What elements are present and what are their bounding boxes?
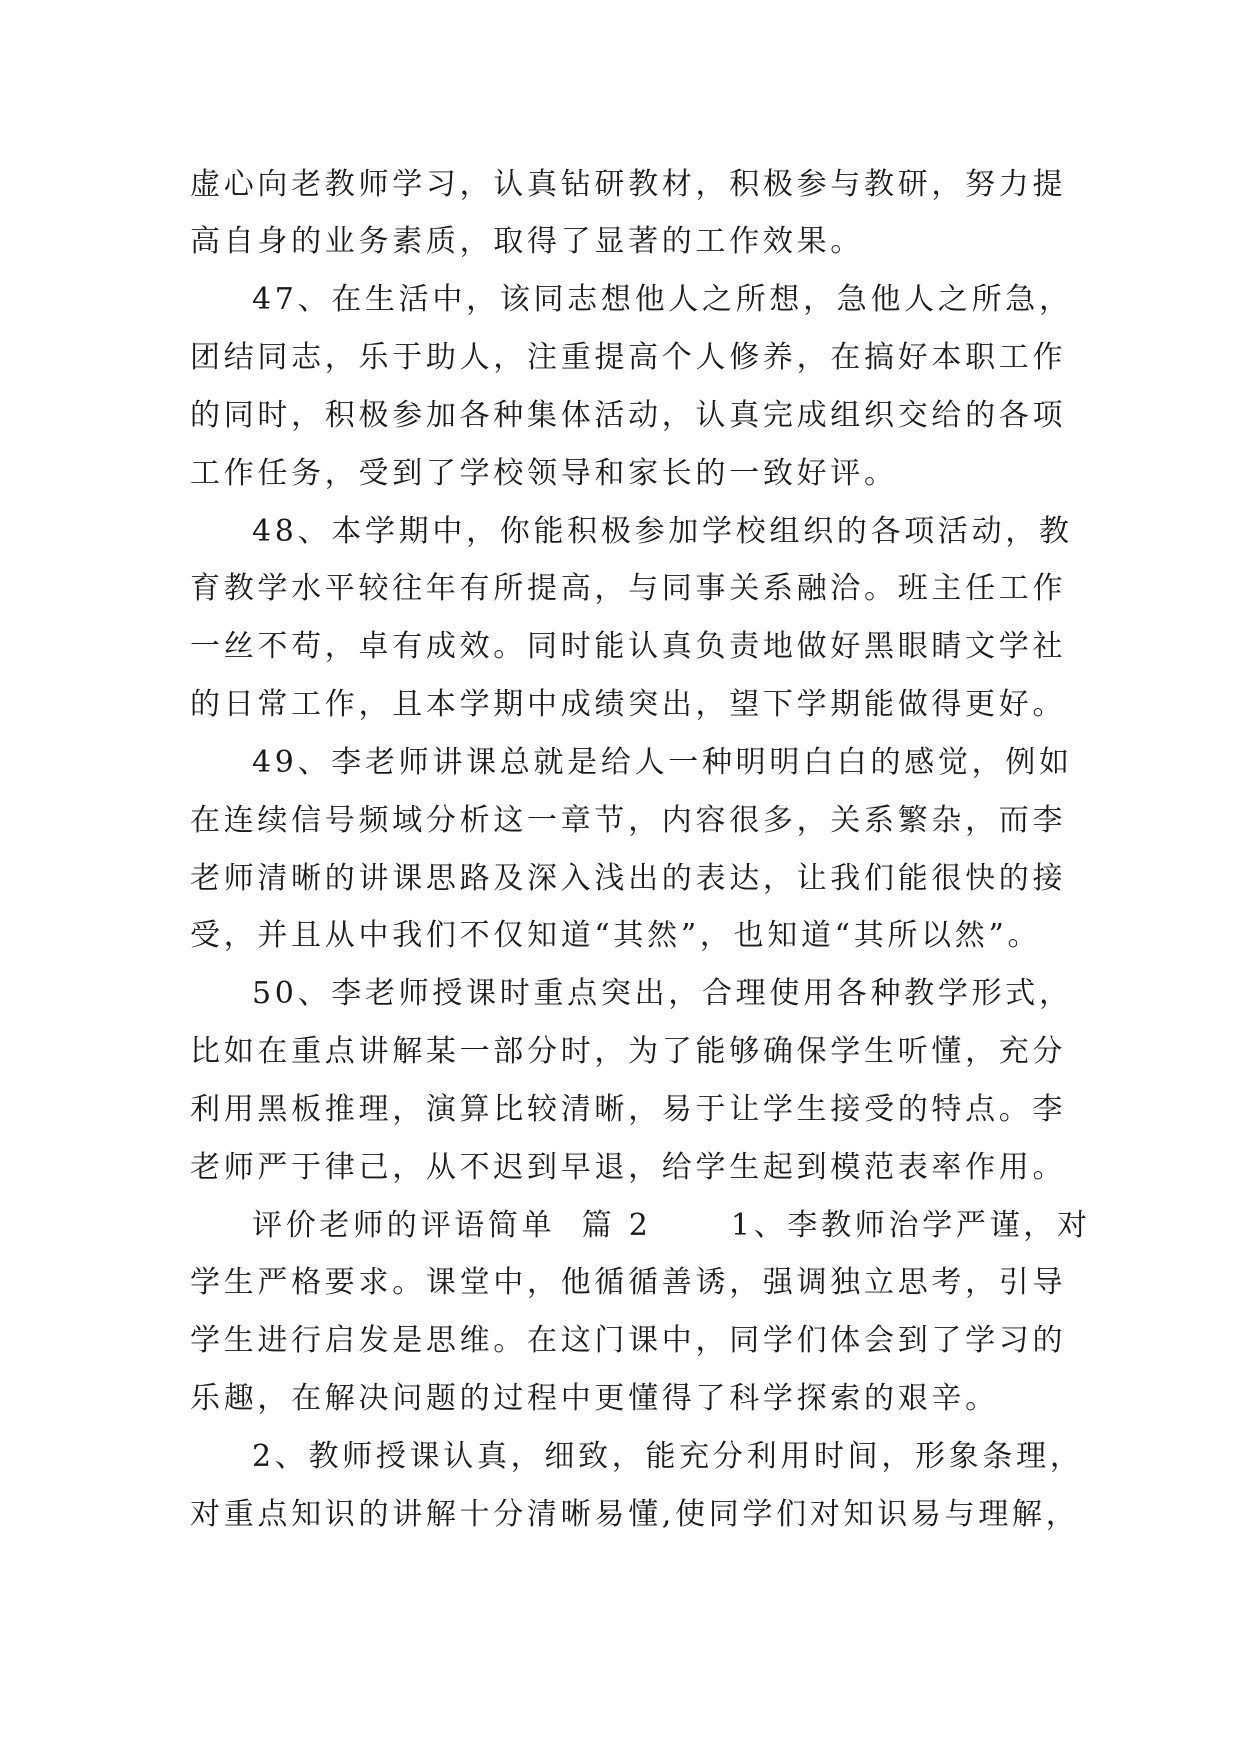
text-line: 学生进行启发是思维。在这门课中，同学们体会到了学习的	[190, 1323, 1067, 1358]
text-line: 团结同志，乐于助人，注重提高个人修养，在搞好本职工作	[190, 340, 1067, 375]
section-heading-line: 评价老师的评语简单 篇 2 1、李教师治学严谨，对	[252, 1208, 1091, 1243]
paragraph-49-start: 49、李老师讲课总就是给人一种明明白白的感觉，例如	[252, 745, 1073, 780]
text-line: 老师清晰的讲课思路及深入浅出的表达，让我们能很快的接	[190, 861, 1067, 896]
text-line: 高自身的业务素质，取得了显著的工作效果。	[190, 224, 864, 259]
text-line: 利用黑板推理，演算比较清晰，易于让学生接受的特点。李	[190, 1092, 1067, 1127]
text-line: 虚心向老教师学习，认真钻研教材，积极参与教研，努力提	[190, 167, 1067, 202]
text-line: 的日常工作，且本学期中成绩突出，望下学期能做得更好。	[190, 687, 1067, 722]
text-line: 育教学水平较往年有所提高，与同事关系融洽。班主任工作	[190, 571, 1067, 606]
text-line: 工作任务，受到了学校领导和家长的一致好评。	[190, 456, 898, 491]
text-line: 比如在重点讲解某一部分时，为了能够确保学生听懂，充分	[190, 1034, 1067, 1069]
text-line: 受，并且从中我们不仅知道“其然”，也知道“其所以然”。	[190, 918, 1042, 953]
paragraph-47-start: 47、在生活中，该同志想他人之所想，急他人之所急，	[252, 282, 1073, 317]
text-line: 一丝不苟，卓有成效。同时能认真负责地做好黑眼睛文学社	[190, 629, 1067, 664]
text-line: 学生严格要求。课堂中，他循循善诱，强调独立思考，引导	[190, 1265, 1067, 1300]
text-line: 在连续信号频域分析这一章节，内容很多，关系繁杂，而李	[190, 803, 1067, 838]
text-line: 乐趣，在解决问题的过程中更懂得了科学探索的艰辛。	[190, 1381, 999, 1416]
text-line: 对重点知识的讲解十分清晰易懂,使同学们对知识易与理解，	[190, 1497, 1080, 1532]
paragraph-50-start: 50、李老师授课时重点突出，合理使用各种教学形式，	[252, 976, 1073, 1011]
paragraph-48-start: 48、本学期中，你能积极参加学校组织的各项活动，教	[252, 514, 1073, 549]
paragraph-2-start: 2、教师授课认真，细致，能充分利用时间，形象条理，	[252, 1439, 1084, 1474]
text-line: 老师严于律己，从不迟到早退，给学生起到模范表率作用。	[190, 1150, 1067, 1185]
text-line: 的同时，积极参加各种集体活动，认真完成组织交给的各项	[190, 398, 1067, 433]
